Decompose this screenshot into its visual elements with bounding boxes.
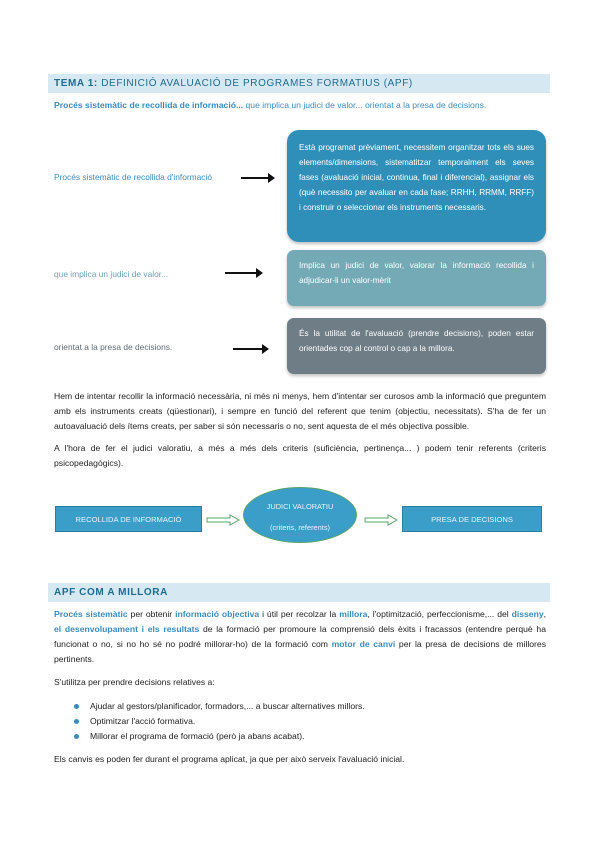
flow-middle-top: JUDICI VALORATIU: [266, 502, 334, 511]
concept-box-2: [287, 250, 546, 306]
section-number: TEMA 1:: [54, 78, 98, 89]
flow-ellipse-middle: [243, 487, 357, 543]
section-header-2: [48, 583, 550, 602]
arrow-right-icon: [206, 514, 240, 526]
concept-label-2: que implica un judici de valor...: [54, 269, 169, 279]
paragraph-2: A l'hora de fer el judici valoratiu, a més a més dels criteris (suficiència, pertinença... ) podem tenir referents (criteris psicopedagògics).: [54, 443, 546, 468]
p3-highlight: informació objectiva: [175, 609, 260, 619]
concept-text-3: És la utilitat de l'avaluació (prendre decisions), poden estar orientades cop al control o cap a la millora.: [299, 329, 534, 353]
closing-text: Els canvis es poden fer durant el programa aplicat, ja que per això serveix l'avaluació inicial.: [54, 754, 405, 764]
p3-highlight: millora: [339, 609, 368, 619]
p3-highlight: disseny: [511, 609, 544, 619]
definition-highlight: Procés sistemàtic de recollida de informació...: [54, 100, 244, 110]
concept-text-2: Implica un judici de valor, valorar la informació recollida i adjudicar-li un valor-mèrit: [299, 261, 534, 285]
paragraph-1: Hem de intentar recollir la informació necessària, ni més ni menys, hem d'intentar ser curosos amb la informació que preguntem amb els instruments creats (qüestionari), i sempre en funció del referent que tenim (objectiu, necessitats). S'ha de fer un autoavaluació dels ítems creats, per saber si són necessaris o no, sent aquesta de el més objectiva possible.: [54, 391, 546, 431]
p3-text: per la presa de decisions de millores pertinents.: [54, 639, 546, 664]
concept-box-1: [287, 130, 546, 242]
list-item: Millorar el programa de formació (però ja abans acabat).: [72, 729, 542, 744]
flow-middle-bottom: (criteris, referents): [270, 523, 330, 532]
flow-box-right: PRESA DE DECISIONS: [402, 506, 542, 532]
section-header-1: [48, 74, 550, 93]
p3-text: i útil per recolzar la: [259, 609, 340, 619]
definition-rest: que implica un judici de valor... orientat a la presa de decisions.: [243, 100, 487, 110]
list-item: Ajudar al gestors/planificador, formadors,... a buscar alternatives millors.: [72, 699, 542, 714]
paragraph-3: [54, 607, 546, 667]
concept-box-3: [287, 318, 546, 374]
p3-text: de la formació per promoure la comprensió dels èxits i fracassos (entendre perquè ha funcionat o no, si no ho sé no podré millorar-ho) de la formació com: [54, 624, 546, 649]
section-title-1: [54, 74, 413, 93]
section-title-text: DEFINICIÓ AVALUACIÓ DE PROGRAMES FORMATIUS (APF): [97, 78, 413, 89]
p3-text: ,: [543, 609, 547, 619]
concept-text-1: Està programat prèviament, necessitem organitzar tots els sues elements/dimensions, sistematitzar temporalment els seves fases (avaluació inicial, continua, final i diferencial), assignar els (què necessito per avaluar en cada fase; RRHH, RRMM, RRFF) i construir o seleccionar els instruments necessaris.: [299, 143, 534, 212]
arrow-right-icon: [241, 177, 273, 179]
concept-label-3: orientat a la presa de decisions.: [54, 342, 173, 352]
arrow-right-icon: [233, 348, 267, 350]
definition-line: [54, 98, 554, 113]
p3-highlight: Procés sistemàtic: [54, 609, 128, 619]
p3-text: per obtenir: [127, 609, 176, 619]
uses-intro: S'utilitza per prendre decisions relatives a:: [54, 677, 215, 687]
section-title-2: APF COM A MILLORA: [54, 587, 168, 598]
p3-highlight: el desenvolupament i els resultats: [54, 624, 200, 634]
arrow-right-icon: [364, 514, 398, 526]
flow-box-left: RECOLLIDA DE INFORMACIÓ: [55, 506, 202, 532]
concept-label-1: Procés sistemàtic de recollida d'informació: [54, 172, 212, 182]
uses-list: [72, 699, 542, 744]
p3-text: , l'optimització, perfeccionisme,... del: [367, 609, 512, 619]
p3-highlight: motor de canvi: [331, 639, 396, 649]
list-item: Optimitzar l'acció formativa.: [72, 714, 542, 729]
arrow-right-icon: [225, 272, 261, 274]
